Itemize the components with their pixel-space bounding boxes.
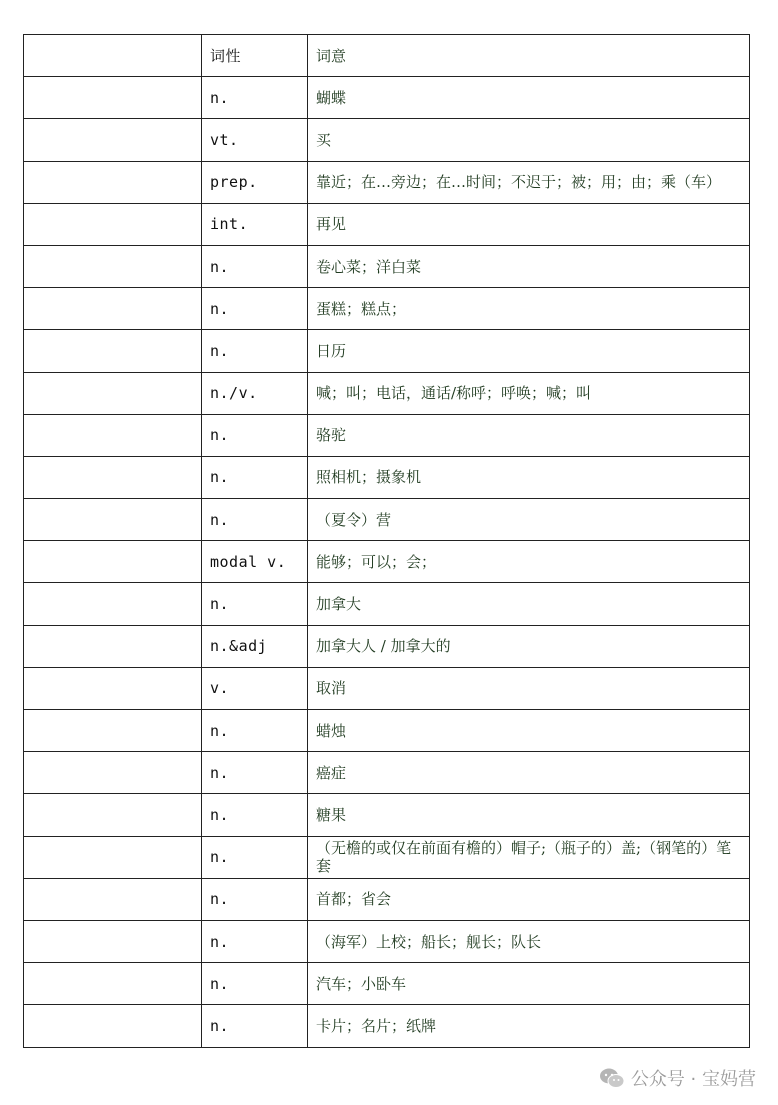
word-cell xyxy=(24,414,202,456)
pos-cell: n. xyxy=(202,499,308,541)
pos-cell: n. xyxy=(202,414,308,456)
table-row xyxy=(24,245,750,287)
pos-cell: n. xyxy=(202,963,308,1005)
pos-cell: vt. xyxy=(202,119,308,161)
word-cell xyxy=(24,330,202,372)
table-row xyxy=(24,288,750,330)
meaning-cell: 靠近；在…旁边；在…时间；不迟于；被；用；由；乘（车） xyxy=(308,161,750,203)
table-row xyxy=(24,119,750,161)
meaning-cell: 骆驼 xyxy=(308,414,750,456)
meaning-cell: 癌症 xyxy=(308,752,750,794)
table-row xyxy=(24,752,750,794)
meaning-cell: 蝴蝶 xyxy=(308,77,750,119)
pos-cell: prep. xyxy=(202,161,308,203)
table-row xyxy=(24,836,750,878)
table-row xyxy=(24,541,750,583)
table-row xyxy=(24,499,750,541)
table-row xyxy=(24,920,750,962)
word-cell xyxy=(24,541,202,583)
pos-cell: int. xyxy=(202,203,308,245)
pos-cell: n. xyxy=(202,836,308,878)
meaning-cell: 买 xyxy=(308,119,750,161)
table-row xyxy=(24,583,750,625)
meaning-cell: 能够；可以；会； xyxy=(308,541,750,583)
word-cell xyxy=(24,878,202,920)
pos-cell: n. xyxy=(202,583,308,625)
table-header-row xyxy=(24,35,750,77)
pos-cell: n. xyxy=(202,288,308,330)
meaning-cell: 加拿大人 / 加拿大的 xyxy=(308,625,750,667)
meaning-cell: （无檐的或仅在前面有檐的）帽子;（瓶子的）盖;（钢笔的）笔套 xyxy=(308,836,750,878)
meaning-cell: 卡片；名片；纸牌 xyxy=(308,1005,750,1047)
word-cell xyxy=(24,372,202,414)
table-row xyxy=(24,203,750,245)
word-cell xyxy=(24,794,202,836)
table-row xyxy=(24,372,750,414)
word-cell xyxy=(24,119,202,161)
word-cell xyxy=(24,288,202,330)
pos-cell: n. xyxy=(202,245,308,287)
table-row xyxy=(24,963,750,1005)
meaning-cell: 加拿大 xyxy=(308,583,750,625)
word-cell xyxy=(24,920,202,962)
word-cell xyxy=(24,583,202,625)
table-row xyxy=(24,794,750,836)
meaning-cell: 蛋糕；糕点； xyxy=(308,288,750,330)
word-cell xyxy=(24,1005,202,1047)
table-row xyxy=(24,625,750,667)
word-cell xyxy=(24,752,202,794)
word-cell xyxy=(24,77,202,119)
meaning-cell: 卷心菜；洋白菜 xyxy=(308,245,750,287)
table-row xyxy=(24,414,750,456)
word-cell xyxy=(24,499,202,541)
table-row xyxy=(24,161,750,203)
watermark xyxy=(599,1065,756,1091)
pos-cell: n./v. xyxy=(202,372,308,414)
pos-cell: n. xyxy=(202,77,308,119)
pos-cell: n. xyxy=(202,794,308,836)
wechat-logo-icon xyxy=(599,1067,625,1089)
pos-cell: n. xyxy=(202,920,308,962)
pos-cell: n.&adj xyxy=(202,625,308,667)
pos-cell: n. xyxy=(202,330,308,372)
word-cell xyxy=(24,203,202,245)
word-cell xyxy=(24,963,202,1005)
header-meaning-cell: 词意 xyxy=(308,35,750,77)
meaning-cell: （海军）上校；船长；舰长；队长 xyxy=(308,920,750,962)
word-cell xyxy=(24,710,202,752)
table-row xyxy=(24,878,750,920)
pos-cell: n. xyxy=(202,456,308,498)
pos-cell: v. xyxy=(202,667,308,709)
meaning-cell: 首都；省会 xyxy=(308,878,750,920)
table-row xyxy=(24,710,750,752)
meaning-cell: （夏令）营 xyxy=(308,499,750,541)
meaning-cell: 取消 xyxy=(308,667,750,709)
meaning-cell: 照相机；摄象机 xyxy=(308,456,750,498)
word-cell xyxy=(24,245,202,287)
watermark-text: 公众号 · 宝妈营 xyxy=(630,1069,756,1090)
word-cell xyxy=(24,161,202,203)
table-row xyxy=(24,1005,750,1047)
table-row xyxy=(24,77,750,119)
word-cell xyxy=(24,625,202,667)
meaning-cell: 喊；叫；电话，通话/称呼；呼唤；喊；叫 xyxy=(308,372,750,414)
header-pos-cell: 词性 xyxy=(202,35,308,77)
pos-cell: n. xyxy=(202,710,308,752)
pos-cell: n. xyxy=(202,752,308,794)
header-word-cell xyxy=(24,35,202,77)
pos-cell: modal v. xyxy=(202,541,308,583)
table-row xyxy=(24,456,750,498)
meaning-cell: 汽车；小卧车 xyxy=(308,963,750,1005)
word-cell xyxy=(24,456,202,498)
word-cell xyxy=(24,667,202,709)
meaning-cell: 糖果 xyxy=(308,794,750,836)
meaning-cell: 再见 xyxy=(308,203,750,245)
table-row xyxy=(24,330,750,372)
pos-cell: n. xyxy=(202,1005,308,1047)
vocabulary-table xyxy=(23,34,750,1048)
pos-cell: n. xyxy=(202,878,308,920)
meaning-cell: 日历 xyxy=(308,330,750,372)
meaning-cell: 蜡烛 xyxy=(308,710,750,752)
word-cell xyxy=(24,836,202,878)
table-row xyxy=(24,667,750,709)
